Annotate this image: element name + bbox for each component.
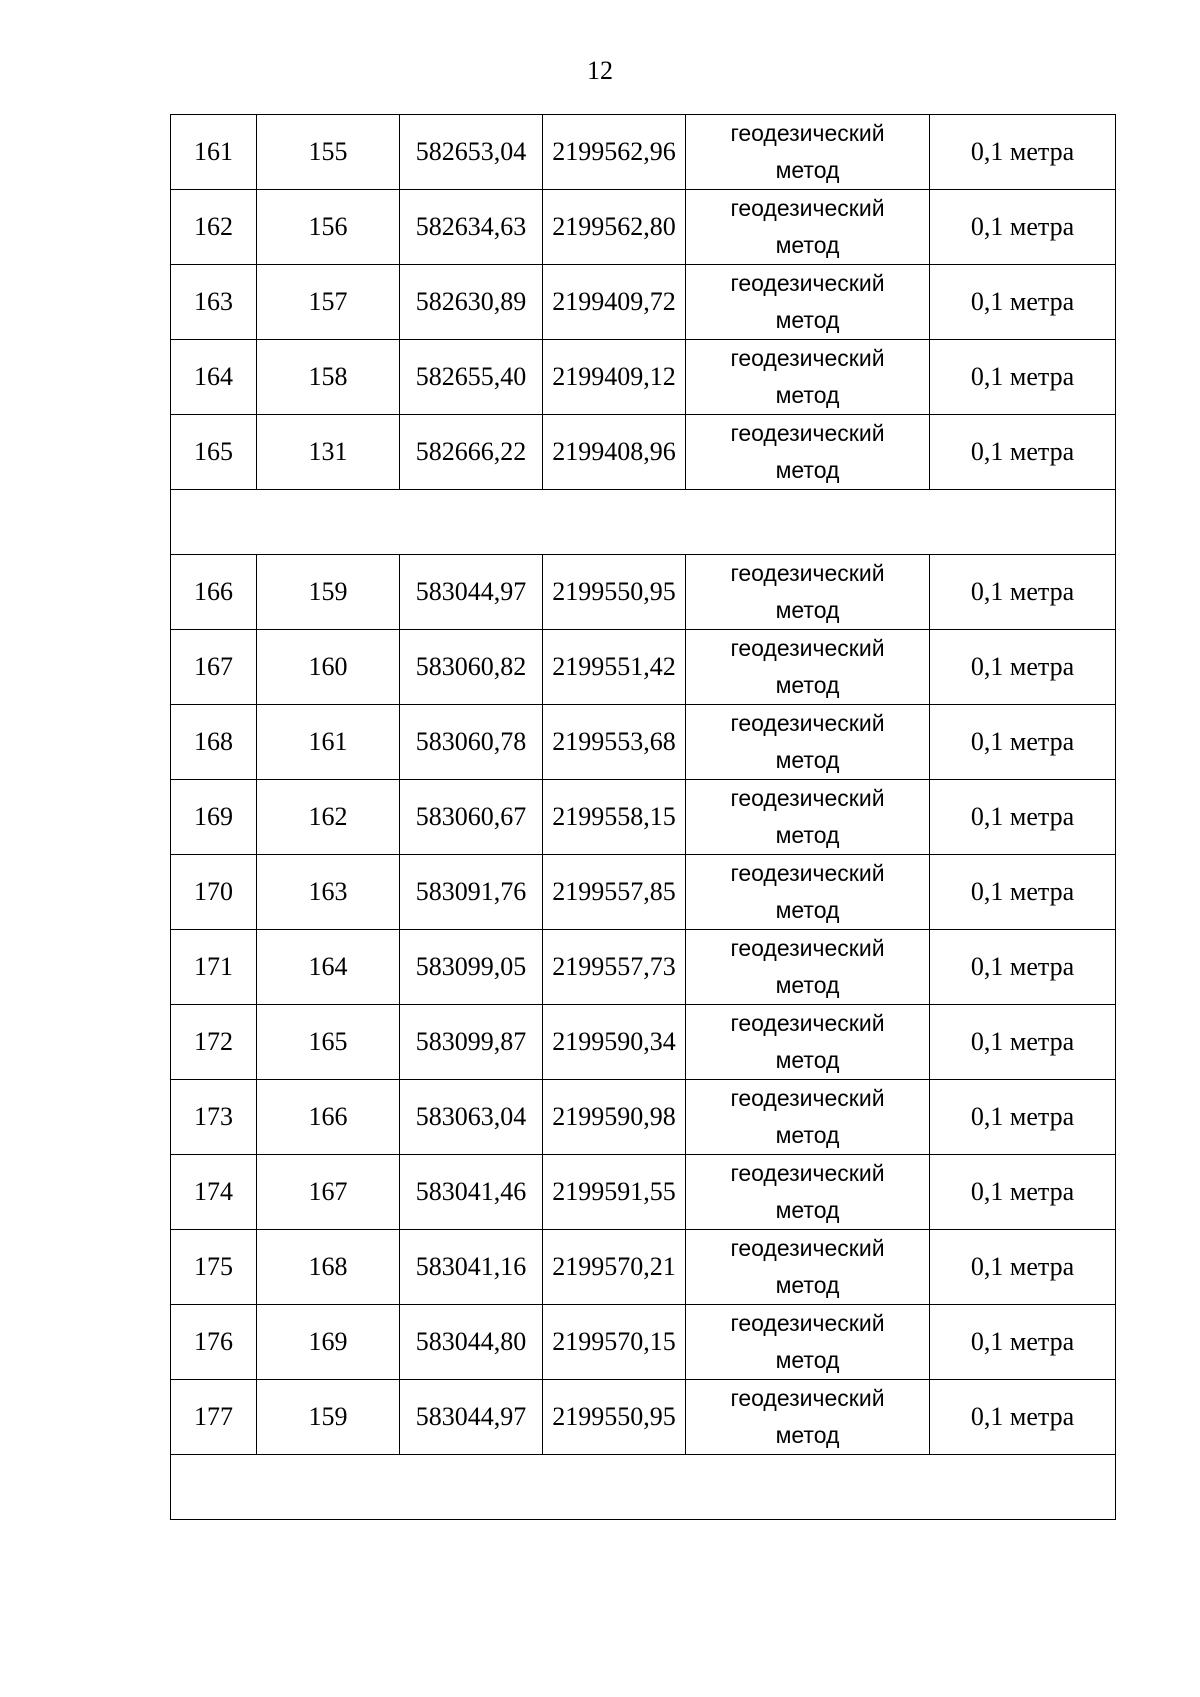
method-line-2: метод bbox=[775, 747, 840, 773]
x-coordinate-cell: 583099,87 bbox=[400, 1005, 543, 1080]
accuracy-cell: 0,1 метра bbox=[930, 1155, 1116, 1230]
table-row bbox=[171, 780, 1116, 855]
y-coordinate-cell: 2199558,15 bbox=[543, 780, 686, 855]
table-row bbox=[171, 190, 1116, 265]
accuracy-cell: 0,1 метра bbox=[930, 630, 1116, 705]
page-number: 12 bbox=[587, 56, 613, 85]
method-cell bbox=[686, 780, 930, 855]
point-number-cell: 159 bbox=[257, 555, 400, 630]
y-coordinate-cell: 2199551,42 bbox=[543, 630, 686, 705]
row-number-cell: 166 bbox=[171, 555, 257, 630]
point-number-cell: 158 bbox=[257, 340, 400, 415]
point-number-cell: 157 bbox=[257, 265, 400, 340]
y-coordinate-cell: 2199570,15 bbox=[543, 1305, 686, 1380]
x-coordinate-cell: 583044,97 bbox=[400, 1380, 543, 1455]
method-line-1: геодезический bbox=[730, 195, 885, 221]
accuracy-cell: 0,1 метра bbox=[930, 415, 1116, 490]
method-line-1: геодезический bbox=[730, 1310, 885, 1336]
method-line-2: метод bbox=[775, 897, 840, 923]
accuracy-cell: 0,1 метра bbox=[930, 780, 1116, 855]
table-row bbox=[171, 1155, 1116, 1230]
table-row bbox=[171, 265, 1116, 340]
x-coordinate-cell: 583041,46 bbox=[400, 1155, 543, 1230]
method-line-1: геодезический bbox=[730, 420, 885, 446]
method-cell bbox=[686, 1080, 930, 1155]
method-line-1: геодезический bbox=[730, 345, 885, 371]
method-line-1: геодезический bbox=[730, 935, 885, 961]
table-row bbox=[171, 1305, 1116, 1380]
point-number-cell: 162 bbox=[257, 780, 400, 855]
accuracy-cell: 0,1 метра bbox=[930, 340, 1116, 415]
method-cell bbox=[686, 265, 930, 340]
point-number-cell: 161 bbox=[257, 705, 400, 780]
y-coordinate-cell: 2199557,73 bbox=[543, 930, 686, 1005]
point-number-cell: 160 bbox=[257, 630, 400, 705]
x-coordinate-cell: 583044,80 bbox=[400, 1305, 543, 1380]
x-coordinate-cell: 582634,63 bbox=[400, 190, 543, 265]
method-cell bbox=[686, 555, 930, 630]
accuracy-cell: 0,1 метра bbox=[930, 705, 1116, 780]
row-number-cell: 170 bbox=[171, 855, 257, 930]
table-row bbox=[171, 1380, 1116, 1455]
table-row bbox=[171, 115, 1116, 190]
row-number-cell: 175 bbox=[171, 1230, 257, 1305]
method-cell bbox=[686, 1380, 930, 1455]
separator-cell bbox=[171, 1455, 1116, 1520]
x-coordinate-cell: 583041,16 bbox=[400, 1230, 543, 1305]
x-coordinate-cell: 582655,40 bbox=[400, 340, 543, 415]
row-number-cell: 177 bbox=[171, 1380, 257, 1455]
y-coordinate-cell: 2199590,98 bbox=[543, 1080, 686, 1155]
row-number-cell: 161 bbox=[171, 115, 257, 190]
separator-row bbox=[171, 490, 1116, 555]
method-line-2: метод bbox=[775, 382, 840, 408]
y-coordinate-cell: 2199590,34 bbox=[543, 1005, 686, 1080]
row-number-cell: 167 bbox=[171, 630, 257, 705]
point-number-cell: 156 bbox=[257, 190, 400, 265]
method-cell bbox=[686, 855, 930, 930]
method-line-2: метод bbox=[775, 457, 840, 483]
x-coordinate-cell: 583060,67 bbox=[400, 780, 543, 855]
point-number-cell: 168 bbox=[257, 1230, 400, 1305]
row-number-cell: 176 bbox=[171, 1305, 257, 1380]
row-number-cell: 172 bbox=[171, 1005, 257, 1080]
x-coordinate-cell: 583060,78 bbox=[400, 705, 543, 780]
accuracy-cell: 0,1 метра bbox=[930, 1230, 1116, 1305]
method-line-1: геодезический bbox=[730, 1010, 885, 1036]
method-cell bbox=[686, 930, 930, 1005]
method-line-2: метод bbox=[775, 157, 840, 183]
row-number-cell: 174 bbox=[171, 1155, 257, 1230]
x-coordinate-cell: 583063,04 bbox=[400, 1080, 543, 1155]
table-row bbox=[171, 855, 1116, 930]
point-number-cell: 164 bbox=[257, 930, 400, 1005]
method-cell bbox=[686, 415, 930, 490]
y-coordinate-cell: 2199562,96 bbox=[543, 115, 686, 190]
method-line-1: геодезический bbox=[730, 635, 885, 661]
y-coordinate-cell: 2199557,85 bbox=[543, 855, 686, 930]
method-line-1: геодезический bbox=[730, 860, 885, 886]
accuracy-cell: 0,1 метра bbox=[930, 1005, 1116, 1080]
x-coordinate-cell: 582630,89 bbox=[400, 265, 543, 340]
point-number-cell: 167 bbox=[257, 1155, 400, 1230]
method-line-1: геодезический bbox=[730, 120, 885, 146]
coordinates-table bbox=[170, 114, 1116, 1520]
method-line-1: геодезический bbox=[730, 710, 885, 736]
row-number-cell: 163 bbox=[171, 265, 257, 340]
accuracy-cell: 0,1 метра bbox=[930, 1305, 1116, 1380]
y-coordinate-cell: 2199550,95 bbox=[543, 555, 686, 630]
table-row bbox=[171, 630, 1116, 705]
method-cell bbox=[686, 1155, 930, 1230]
point-number-cell: 163 bbox=[257, 855, 400, 930]
method-line-2: метод bbox=[775, 1347, 840, 1373]
method-line-2: метод bbox=[775, 1047, 840, 1073]
method-cell bbox=[686, 1005, 930, 1080]
y-coordinate-cell: 2199570,21 bbox=[543, 1230, 686, 1305]
point-number-cell: 166 bbox=[257, 1080, 400, 1155]
y-coordinate-cell: 2199409,12 bbox=[543, 340, 686, 415]
x-coordinate-cell: 582666,22 bbox=[400, 415, 543, 490]
method-line-2: метод bbox=[775, 1272, 840, 1298]
y-coordinate-cell: 2199562,80 bbox=[543, 190, 686, 265]
table-row bbox=[171, 415, 1116, 490]
row-number-cell: 173 bbox=[171, 1080, 257, 1155]
method-line-1: геодезический bbox=[730, 1385, 885, 1411]
y-coordinate-cell: 2199550,95 bbox=[543, 1380, 686, 1455]
table-row bbox=[171, 705, 1116, 780]
accuracy-cell: 0,1 метра bbox=[930, 1080, 1116, 1155]
method-cell bbox=[686, 340, 930, 415]
x-coordinate-cell: 583060,82 bbox=[400, 630, 543, 705]
method-line-2: метод bbox=[775, 672, 840, 698]
method-line-2: метод bbox=[775, 822, 840, 848]
separator-row bbox=[171, 1455, 1116, 1520]
point-number-cell: 131 bbox=[257, 415, 400, 490]
y-coordinate-cell: 2199409,72 bbox=[543, 265, 686, 340]
accuracy-cell: 0,1 метра bbox=[930, 1380, 1116, 1455]
method-cell bbox=[686, 630, 930, 705]
accuracy-cell: 0,1 метра bbox=[930, 115, 1116, 190]
row-number-cell: 164 bbox=[171, 340, 257, 415]
method-cell bbox=[686, 1230, 930, 1305]
x-coordinate-cell: 582653,04 bbox=[400, 115, 543, 190]
accuracy-cell: 0,1 метра bbox=[930, 930, 1116, 1005]
table-row bbox=[171, 930, 1116, 1005]
method-line-1: геодезический bbox=[730, 560, 885, 586]
accuracy-cell: 0,1 метра bbox=[930, 555, 1116, 630]
row-number-cell: 169 bbox=[171, 780, 257, 855]
table-row bbox=[171, 1080, 1116, 1155]
method-cell bbox=[686, 705, 930, 780]
method-cell bbox=[686, 1305, 930, 1380]
method-line-2: метод bbox=[775, 1422, 840, 1448]
row-number-cell: 171 bbox=[171, 930, 257, 1005]
x-coordinate-cell: 583091,76 bbox=[400, 855, 543, 930]
point-number-cell: 169 bbox=[257, 1305, 400, 1380]
accuracy-cell: 0,1 метра bbox=[930, 190, 1116, 265]
row-number-cell: 162 bbox=[171, 190, 257, 265]
row-number-cell: 165 bbox=[171, 415, 257, 490]
method-line-1: геодезический bbox=[730, 1160, 885, 1186]
method-line-2: метод bbox=[775, 232, 840, 258]
point-number-cell: 155 bbox=[257, 115, 400, 190]
method-cell bbox=[686, 190, 930, 265]
y-coordinate-cell: 2199591,55 bbox=[543, 1155, 686, 1230]
separator-cell bbox=[171, 490, 1116, 555]
table-row bbox=[171, 340, 1116, 415]
method-line-2: метод bbox=[775, 307, 840, 333]
x-coordinate-cell: 583044,97 bbox=[400, 555, 543, 630]
method-line-2: метод bbox=[775, 597, 840, 623]
y-coordinate-cell: 2199553,68 bbox=[543, 705, 686, 780]
method-line-2: метод bbox=[775, 1197, 840, 1223]
y-coordinate-cell: 2199408,96 bbox=[543, 415, 686, 490]
method-line-1: геодезический bbox=[730, 1085, 885, 1111]
point-number-cell: 165 bbox=[257, 1005, 400, 1080]
table-row bbox=[171, 1005, 1116, 1080]
method-line-1: геодезический bbox=[730, 1235, 885, 1261]
method-line-1: геодезический bbox=[730, 270, 885, 296]
row-number-cell: 168 bbox=[171, 705, 257, 780]
method-cell bbox=[686, 115, 930, 190]
method-line-2: метод bbox=[775, 1122, 840, 1148]
method-line-1: геодезический bbox=[730, 785, 885, 811]
accuracy-cell: 0,1 метра bbox=[930, 855, 1116, 930]
table-row bbox=[171, 1230, 1116, 1305]
x-coordinate-cell: 583099,05 bbox=[400, 930, 543, 1005]
table-row bbox=[171, 555, 1116, 630]
accuracy-cell: 0,1 метра bbox=[930, 265, 1116, 340]
point-number-cell: 159 bbox=[257, 1380, 400, 1455]
method-line-2: метод bbox=[775, 972, 840, 998]
